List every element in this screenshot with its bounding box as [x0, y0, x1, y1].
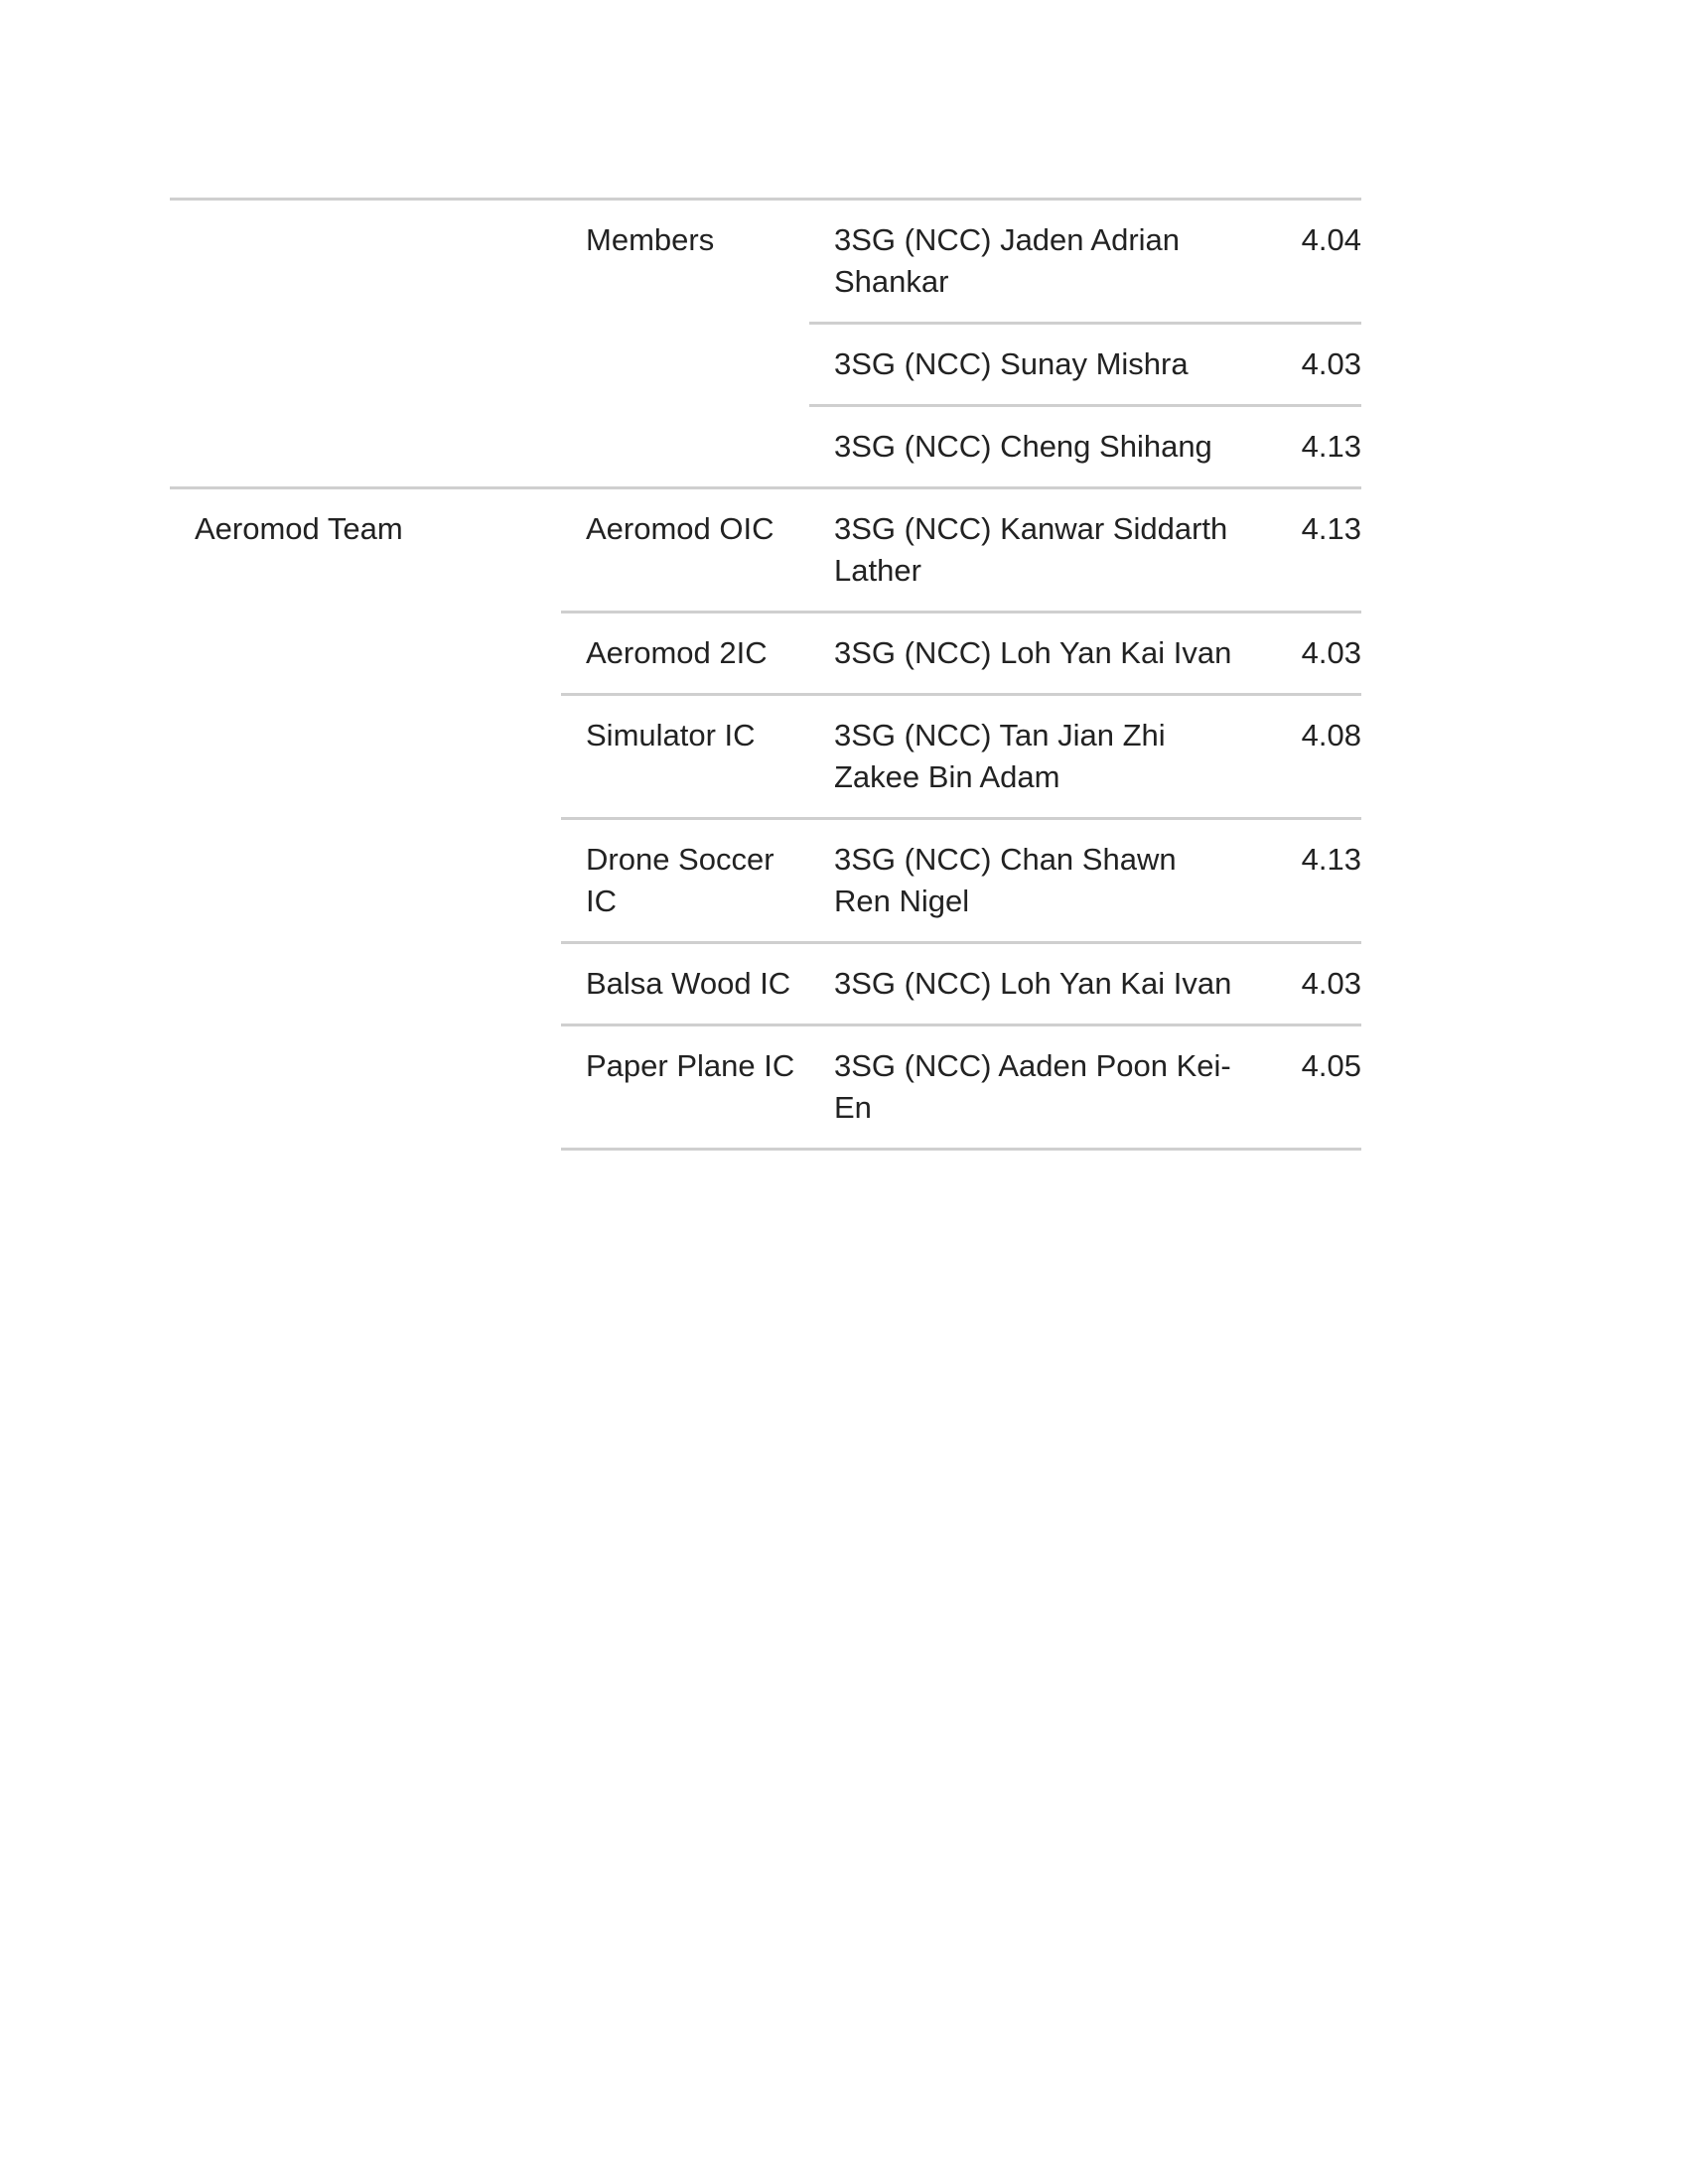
member-name-cell: 3SG (NCC) Aaden Poon Kei-En [809, 1025, 1232, 1150]
role-cell: Paper Plane IC [561, 1025, 809, 1150]
class-cell: 4.04 [1232, 200, 1361, 324]
member-name-cell: 3SG (NCC) Sunay Mishra [809, 324, 1232, 406]
member-name-cell: 3SG (NCC) Chan Shawn Ren Nigel [809, 819, 1232, 943]
member-name-cell: 3SG (NCC) Tan Jian Zhi Zakee Bin Adam [809, 695, 1232, 819]
class-cell: 4.13 [1232, 406, 1361, 488]
class-cell: 4.03 [1232, 943, 1361, 1025]
member-name-cell: 3SG (NCC) Cheng Shihang [809, 406, 1232, 488]
table-row [170, 488, 1361, 613]
role-cell: Aeromod OIC [561, 488, 809, 613]
role-cell: Drone Soccer IC [561, 819, 809, 943]
class-cell: 4.03 [1232, 613, 1361, 695]
class-cell: 4.08 [1232, 695, 1361, 819]
member-name-cell: 3SG (NCC) Loh Yan Kai Ivan [809, 613, 1232, 695]
class-cell: 4.13 [1232, 819, 1361, 943]
class-cell: 4.03 [1232, 324, 1361, 406]
class-cell: 4.13 [1232, 488, 1361, 613]
role-cell: Simulator IC [561, 695, 809, 819]
roster-table [170, 198, 1361, 1151]
team-cell: Aeromod Team [170, 488, 561, 1150]
role-cell: Balsa Wood IC [561, 943, 809, 1025]
role-cell: Aeromod 2IC [561, 613, 809, 695]
role-cell: Members [561, 200, 809, 488]
team-cell [170, 200, 561, 488]
table-row [170, 200, 1361, 324]
class-cell: 4.05 [1232, 1025, 1361, 1150]
member-name-cell: 3SG (NCC) Kanwar Siddarth Lather [809, 488, 1232, 613]
member-name-cell: 3SG (NCC) Loh Yan Kai Ivan [809, 943, 1232, 1025]
member-name-cell: 3SG (NCC) Jaden Adrian Shankar [809, 200, 1232, 324]
